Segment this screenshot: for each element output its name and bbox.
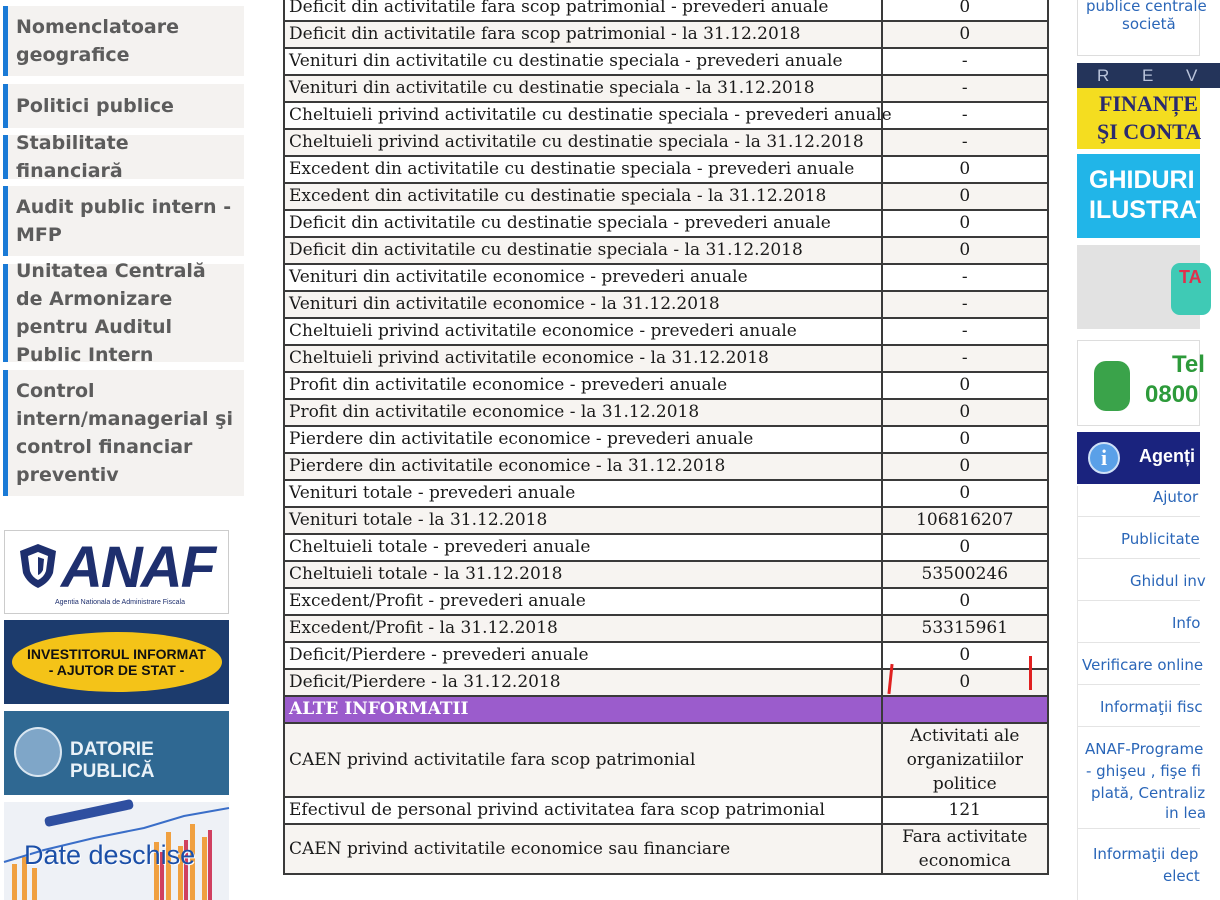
row-value-line: economica (918, 851, 1011, 871)
tag-text: TA (1179, 267, 1202, 287)
link-ghidul[interactable] (1077, 559, 1206, 601)
row-value: - (882, 264, 1048, 291)
table-row (284, 399, 1048, 426)
row-value: - (882, 48, 1048, 75)
row-label: Deficit din activitatile fara scop patrimonial - la 31.12.2018 (284, 21, 882, 48)
row-label: Cheltuieli totale - la 31.12.2018 (284, 561, 882, 588)
row-value (882, 824, 1048, 874)
table-row (284, 480, 1048, 507)
link-text: Info (1172, 614, 1201, 632)
datorie-publica-text: DATORIE PUBLICĂ (70, 739, 155, 782)
link-informatii-fiscale[interactable] (1077, 685, 1203, 727)
row-label: Cheltuieli privind activitatile economice - prevederi anuale (284, 318, 882, 345)
nav-item-label: Unitatea Centrală de Armonizare pentru Auditul Public Intern (16, 260, 206, 366)
table-row (284, 156, 1048, 183)
row-label: Pierdere din activitatile economice - prevederi anuale (284, 426, 882, 453)
anaf-logo-text: ANAF (61, 535, 215, 600)
row-value: 0 (882, 534, 1048, 561)
row-label: Pierdere din activitatile economice - la 31.12.2018 (284, 453, 882, 480)
row-value: - (882, 129, 1048, 156)
row-label: Profit din activitatile economice - la 31.12.2018 (284, 399, 882, 426)
row-label: Deficit/Pierdere - la 31.12.2018 (284, 669, 882, 696)
link-text: - ghişeu , fişe fi (1086, 762, 1201, 780)
ghiduri-line2: ILUSTRAT (1089, 196, 1211, 224)
table-row (284, 534, 1048, 561)
table-row (284, 0, 1048, 21)
right-sidebar (1077, 0, 1212, 900)
coat-of-arms-icon (14, 727, 62, 777)
table-row (284, 21, 1048, 48)
row-label: Excedent din activitatile cu destinatie speciala - prevederi anuale (284, 156, 882, 183)
table-row (284, 453, 1048, 480)
anaf-banner[interactable] (4, 530, 229, 614)
nav-item-label: Control intern/managerial şi control financiar preventiv (16, 380, 233, 486)
table-row (284, 102, 1048, 129)
row-value-line: Activitati ale (910, 726, 1020, 746)
tag-banner[interactable] (1077, 245, 1200, 329)
nav-item-stabilitate[interactable] (3, 132, 244, 182)
section-header-row (284, 696, 1048, 723)
investitor-line2: - AJUTOR DE STAT - (48, 662, 185, 678)
table-row (284, 48, 1048, 75)
top-link[interactable] (1077, 0, 1207, 56)
row-label: CAEN privind activitatile economice sau financiare (284, 824, 882, 874)
row-value-line: organizatiilor politice (906, 750, 1023, 794)
table-row (284, 129, 1048, 156)
row-value: 0 (882, 21, 1048, 48)
anaf-subtitle: Agentia Nationala de Administrare Fiscala (55, 599, 185, 606)
datorie-publica-banner[interactable] (4, 711, 229, 795)
tel-label: Tel (1172, 351, 1205, 378)
table-row (284, 318, 1048, 345)
row-value: 0 (882, 426, 1048, 453)
row-label: Venituri totale - prevederi anuale (284, 480, 882, 507)
tel-number: 0800 (1145, 381, 1199, 408)
table-row (284, 426, 1048, 453)
row-label: Deficit din activitatile cu destinatie speciala - prevederi anuale (284, 210, 882, 237)
investitor-oval (12, 632, 222, 692)
tag-icon (1171, 263, 1211, 315)
nav-item-politici-publice[interactable] (3, 84, 244, 128)
row-label: Deficit din activitatile cu destinatie speciala - la 31.12.2018 (284, 237, 882, 264)
revista-title-line1: FINANȚE (1099, 91, 1199, 116)
row-label: Profit din activitatile economice - prevederi anuale (284, 372, 882, 399)
link-text: Ajutor (1153, 488, 1199, 506)
section-empty-cell (882, 696, 1048, 723)
row-value: 0 (882, 588, 1048, 615)
ghiduri-line1: GHIDURI (1089, 166, 1195, 194)
row-value: 53500246 (882, 561, 1048, 588)
row-value: 0 (882, 210, 1048, 237)
nav-item-nomenclatoare[interactable] (3, 6, 244, 76)
agentia-title: Agenți (1139, 446, 1195, 466)
row-label: Efectivul de personal privind activitatea fara scop patrimonial (284, 797, 882, 824)
link-text: elect (1163, 867, 1200, 885)
table-row (284, 642, 1048, 669)
row-value: 0 (882, 156, 1048, 183)
link-text: in lea (1165, 804, 1207, 822)
row-value: 0 (882, 372, 1048, 399)
nav-item-label: Stabilitate financiară (16, 132, 129, 182)
row-label: Excedent/Profit - prevederi anuale (284, 588, 882, 615)
link-anaf-programe[interactable] (1077, 727, 1207, 829)
row-value: - (882, 345, 1048, 372)
row-label: Cheltuieli privind activitatile economice - la 31.12.2018 (284, 345, 882, 372)
table-row (284, 264, 1048, 291)
nav-item-label: Nomenclatoare geografice (16, 16, 179, 66)
table-row (284, 372, 1048, 399)
row-value: - (882, 318, 1048, 345)
link-publicitate[interactable] (1077, 517, 1200, 559)
row-value (882, 723, 1048, 797)
row-value: 121 (882, 797, 1048, 824)
table-row (284, 237, 1048, 264)
row-label: Venituri totale - la 31.12.2018 (284, 507, 882, 534)
row-label: CAEN privind activitatile fara scop patrimonial (284, 723, 882, 797)
date-deschise-banner[interactable] (4, 802, 229, 900)
row-label: Venituri din activitatile economice - prevederi anuale (284, 264, 882, 291)
row-value: - (882, 102, 1048, 129)
top-link-line: societă (1122, 15, 1176, 33)
row-label: Cheltuieli totale - prevederi anuale (284, 534, 882, 561)
investitor-line1: INVESTITORUL INFORMAT (27, 646, 206, 662)
financial-data-table-container (283, 0, 1049, 875)
table-row (284, 183, 1048, 210)
link-text: Ghidul inv (1130, 572, 1206, 590)
link-text: Informaţii fisc (1100, 698, 1203, 716)
info-icon: i (1088, 442, 1120, 474)
highlight-mark-right (1029, 656, 1032, 690)
row-value: 0 (882, 642, 1048, 669)
top-link-line: publice centrale (1086, 0, 1207, 15)
row-value: 106816207 (882, 507, 1048, 534)
link-text: plată, Centraliz (1091, 784, 1206, 802)
table-row (284, 75, 1048, 102)
link-text: Publicitate (1121, 530, 1200, 548)
row-label: Excedent/Profit - la 31.12.2018 (284, 615, 882, 642)
row-value-line: Fara activitate (902, 827, 1028, 847)
table-row (284, 210, 1048, 237)
row-value: 0 (882, 183, 1048, 210)
table-row (284, 797, 1048, 824)
row-label: Venituri din activitatile cu destinatie speciala - la 31.12.2018 (284, 75, 882, 102)
table-row (284, 561, 1048, 588)
nav-item-control-intern[interactable] (3, 370, 244, 496)
link-ajutor[interactable] (1077, 486, 1200, 517)
table-row (284, 669, 1048, 696)
row-value: 0 (882, 0, 1048, 21)
nav-item-label: Audit public intern - MFP (16, 196, 232, 246)
nav-item-audit-public[interactable] (3, 186, 244, 256)
revista-banner[interactable] (1077, 63, 1212, 149)
table-row (284, 291, 1048, 318)
row-value: 0 (882, 453, 1048, 480)
link-text: ANAF-Programe (1085, 740, 1204, 758)
row-value: 0 (882, 237, 1048, 264)
shield-icon (19, 543, 57, 589)
telverde-banner[interactable] (1077, 340, 1205, 426)
table-row (284, 824, 1048, 874)
link-text: Informaţii dep (1093, 845, 1199, 863)
row-label: Cheltuieli privind activitatile cu destinatie speciala - la 31.12.2018 (284, 129, 882, 156)
table-row (284, 507, 1048, 534)
revista-title-line2: ŞI CONTA (1097, 119, 1202, 144)
link-informatii-depunere[interactable] (1077, 829, 1200, 900)
financial-data-table (283, 0, 1049, 875)
nav-item-label: Politici publice (16, 95, 174, 117)
table-row (284, 345, 1048, 372)
section-title: ALTE INFORMATII (284, 696, 882, 723)
revista-strip: R E V (1077, 63, 1220, 88)
table-row (284, 588, 1048, 615)
nav-item-ucaapi[interactable] (3, 260, 244, 366)
date-deschise-text: Date deschise (24, 840, 196, 870)
ghiduri-banner[interactable] (1077, 154, 1211, 238)
link-text: Verificare online (1082, 656, 1204, 674)
row-value: 53315961 (882, 615, 1048, 642)
row-value: 0 (882, 669, 1048, 696)
row-value: - (882, 75, 1048, 102)
row-label: Excedent din activitatile cu destinatie speciala - la 31.12.2018 (284, 183, 882, 210)
phone-icon (1094, 361, 1130, 411)
investitor-banner[interactable] (4, 620, 229, 704)
agentia-header[interactable] (1077, 432, 1200, 484)
link-verificare-online[interactable] (1077, 643, 1204, 685)
row-value: - (882, 291, 1048, 318)
row-label: Venituri din activitatile cu destinatie speciala - prevederi anuale (284, 48, 882, 75)
table-row (284, 615, 1048, 642)
table-row (284, 723, 1048, 797)
row-value: 0 (882, 480, 1048, 507)
row-label: Cheltuieli privind activitatile cu destinatie speciala - prevederi anuale (284, 102, 882, 129)
row-label: Deficit/Pierdere - prevederi anuale (284, 642, 882, 669)
row-value: 0 (882, 399, 1048, 426)
row-label: Deficit din activitatile fara scop patrimonial - prevederi anuale (284, 0, 882, 21)
link-info[interactable] (1077, 601, 1200, 643)
row-label: Venituri din activitatile economice - la 31.12.2018 (284, 291, 882, 318)
